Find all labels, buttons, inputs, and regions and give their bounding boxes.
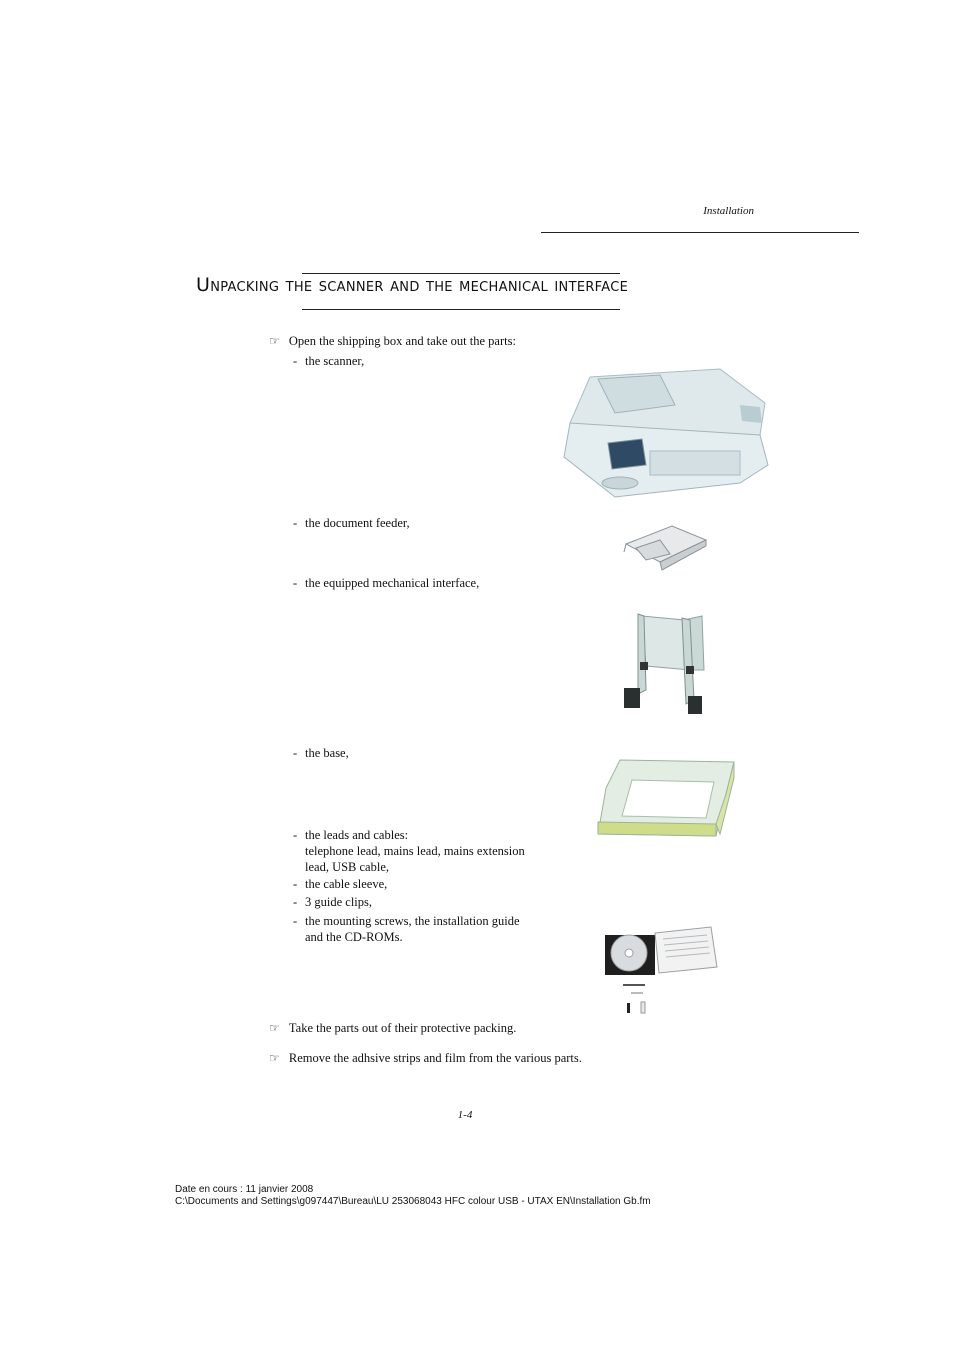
list-item-scanner: [293, 353, 543, 369]
pointing-hand-icon: ☞: [269, 334, 280, 348]
list-item-text: the base,: [305, 746, 349, 760]
list-dash: -: [293, 746, 298, 760]
document-feeder-image: [620, 520, 710, 574]
list-dash: -: [293, 516, 298, 530]
step-unpack: [269, 1020, 516, 1036]
list-item-text: the leads and cables:: [305, 828, 409, 842]
list-dash: -: [293, 895, 298, 909]
header-rule: [541, 232, 859, 233]
pointing-hand-icon: ☞: [269, 1051, 280, 1065]
list-item-screws: [293, 913, 553, 945]
step-text: Take the parts out of their protective packing.: [288, 1021, 517, 1035]
accessories-image: [603, 925, 721, 1017]
scanner-image: [560, 365, 772, 503]
page-number: 1-4: [457, 1109, 473, 1121]
list-item-interface: [293, 575, 543, 591]
list-item-text: the cable sleeve,: [305, 877, 388, 891]
list-item-leads: [293, 827, 553, 875]
step-remove-strips: [269, 1050, 582, 1066]
list-item-text-cont: and the CD-ROMs.: [305, 930, 403, 944]
step-text: Remove the adhsive strips and film from the various parts.: [288, 1051, 582, 1065]
page-title: Unpacking the scanner and the mechanical interface: [196, 274, 629, 296]
footer-path: C:\Documents and Settings\g097447\Bureau\LU 253068043 HFC colour USB - UTAX EN\Installation Gb.fm: [175, 1196, 651, 1207]
step-open-box: [269, 333, 516, 349]
mechanical-interface-image: [620, 612, 706, 716]
pointing-hand-icon: ☞: [269, 1021, 280, 1035]
footer-date: Date en cours : 11 janvier 2008: [175, 1184, 314, 1195]
list-item-text-cont: lead, USB cable,: [305, 860, 390, 874]
list-dash: -: [293, 576, 298, 590]
list-item-sleeve: [293, 876, 543, 892]
list-dash: -: [293, 914, 298, 928]
list-dash: -: [293, 828, 298, 842]
step-text: Open the shipping box and take out the parts:: [288, 334, 516, 348]
list-item-base: [293, 745, 543, 761]
list-dash: -: [293, 354, 298, 368]
list-item-text: the equipped mechanical interface,: [305, 576, 480, 590]
title-rule-bottom: [302, 309, 620, 310]
running-header: Installation: [703, 205, 754, 217]
list-item-text-cont: telephone lead, mains lead, mains extension: [305, 844, 525, 858]
list-item-feeder: [293, 515, 543, 531]
list-item-text: 3 guide clips,: [305, 895, 373, 909]
list-item-text: the scanner,: [305, 354, 365, 368]
list-dash: -: [293, 877, 298, 891]
list-item-clips: [293, 894, 543, 910]
base-image: [596, 758, 738, 838]
list-item-text: the mounting screws, the installation guide: [305, 914, 520, 928]
list-item-text: the document feeder,: [305, 516, 410, 530]
